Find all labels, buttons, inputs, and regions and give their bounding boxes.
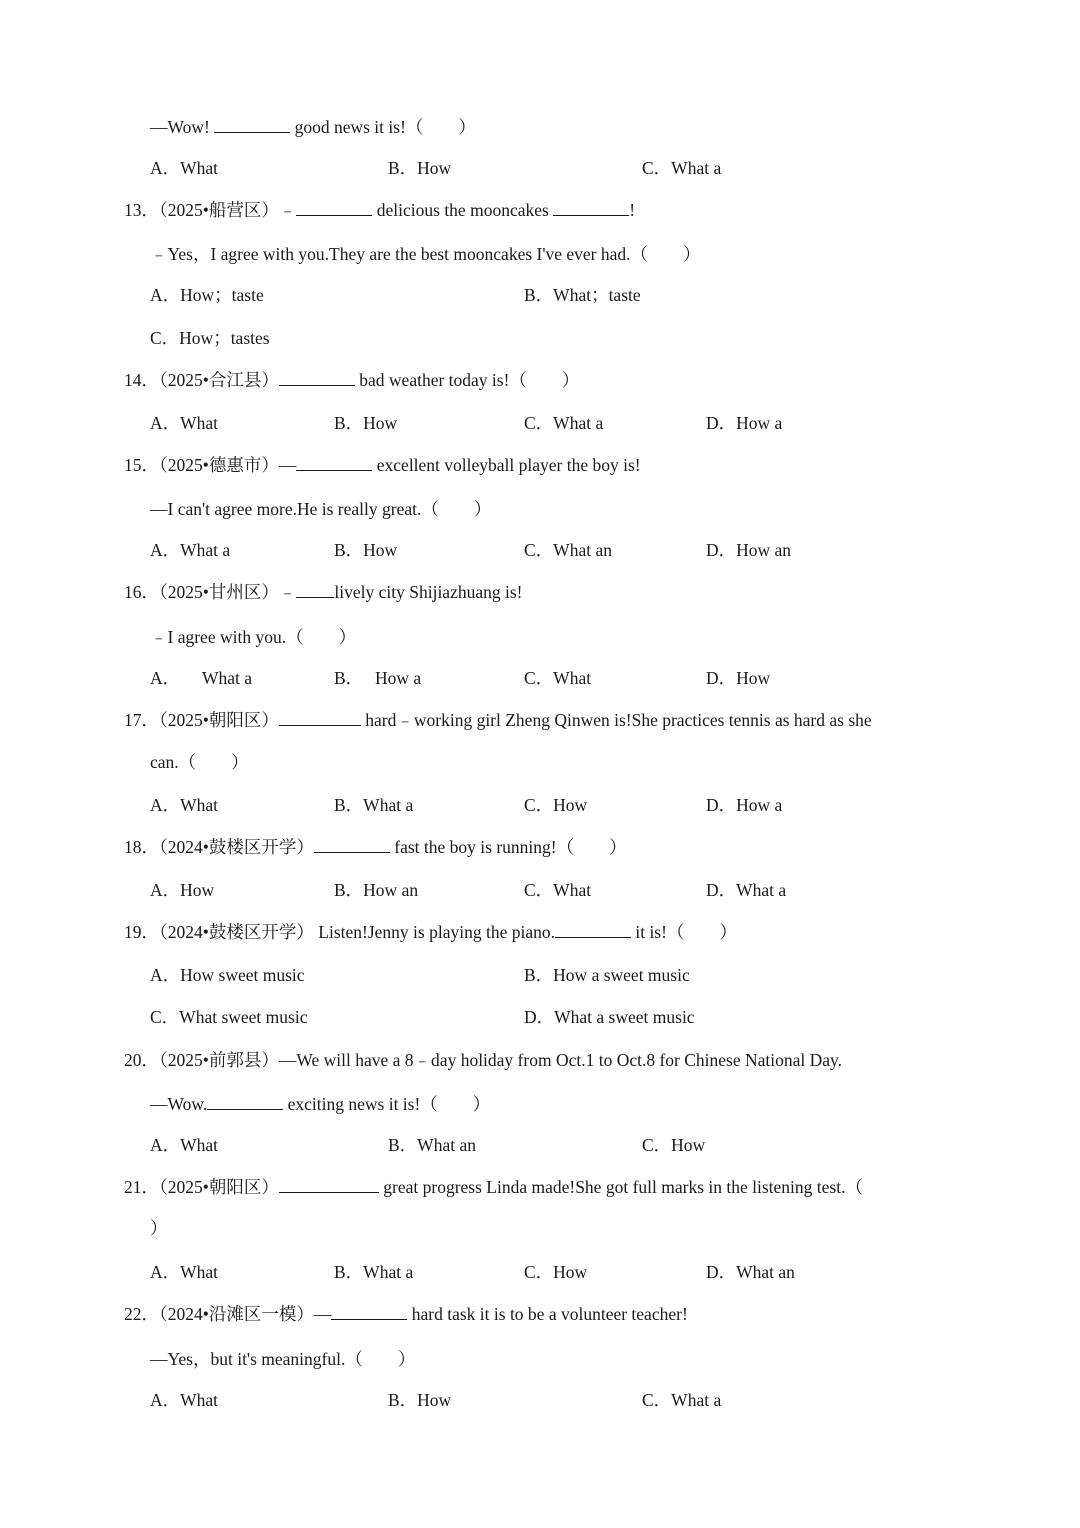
option-a-text: What a <box>202 668 253 688</box>
option-a: A．How sweet music <box>150 965 305 985</box>
question-19: 19．（2024•鼓楼区开学） Listen!Jenny is playing the piano. it is!（ ） <box>124 922 737 942</box>
option-b: B．How <box>388 158 452 178</box>
option-a: A．How <box>150 880 215 900</box>
question-20: 20．（2025•前郭县）—We will have a 8﹣day holiday from Oct.1 to Oct.8 for Chinese National Day. <box>124 1050 843 1070</box>
option-a: A．What <box>150 1135 219 1155</box>
option-b: B．What a <box>334 1262 414 1282</box>
option-a: A．How；taste <box>150 285 264 305</box>
option-c: C．What <box>524 880 592 900</box>
option-a: A．What a <box>150 540 231 560</box>
option-d: D．How <box>706 668 771 688</box>
question-22: 22．（2024•沿滩区一模）— hard task it is to be a volunteer teacher! <box>124 1304 688 1324</box>
option-a: A．What <box>150 1390 219 1410</box>
option-b-text: How a <box>375 668 422 688</box>
question-line: can.（ ） <box>150 752 249 772</box>
option-b: B．How <box>388 1390 452 1410</box>
option-c: C．What a <box>642 158 722 178</box>
answer-blank <box>331 1305 407 1320</box>
answer-blank <box>279 371 355 386</box>
option-c: C．What sweet music <box>150 1007 308 1027</box>
answer-blank <box>207 1095 283 1110</box>
option-c: C．What an <box>524 540 612 560</box>
option-d: D．How a <box>706 795 783 815</box>
question-17: 17．（2025•朝阳区） hard﹣working girl Zheng Qinwen is!She practices tennis as hard as she <box>124 710 872 730</box>
question-21: 21．（2025•朝阳区） great progress Linda made!She got full marks in the listening test.（ <box>124 1177 863 1197</box>
answer-blank <box>214 118 290 133</box>
answer-blank <box>296 456 372 471</box>
option-a: A．What <box>150 1262 219 1282</box>
question-line: —Yes，but it's meaningful.（ ） <box>150 1349 416 1369</box>
answer-blank <box>279 711 361 726</box>
question-line: ﹣Yes，I agree with you.They are the best mooncakes I've ever had.（ ） <box>150 244 701 264</box>
option-d: D．What an <box>706 1262 795 1282</box>
option-b: B．What a <box>334 795 414 815</box>
option-a: A．What <box>150 413 219 433</box>
option-c: C．How <box>524 795 588 815</box>
question-line: —Wow. exciting news it is!（ ） <box>150 1094 491 1114</box>
option-d: D．How a <box>706 413 783 433</box>
option-d: D．What a sweet music <box>524 1007 695 1027</box>
option-b-label: B． <box>334 668 364 688</box>
question-18: 18．（2024•鼓楼区开学） fast the boy is running!（ ） <box>124 837 627 857</box>
option-c: C．How <box>524 1262 588 1282</box>
answer-blank <box>296 201 372 216</box>
option-d: D．How an <box>706 540 792 560</box>
option-b: B．How <box>334 540 398 560</box>
option-b: B．How <box>334 413 398 433</box>
option-a: A．What <box>150 158 219 178</box>
option-b: B．How a sweet music <box>524 965 690 985</box>
option-b: B．What an <box>388 1135 476 1155</box>
question-13: 13．（2025•船营区）﹣ delicious the mooncakes ! <box>124 200 636 220</box>
answer-blank <box>296 583 334 598</box>
option-c: C．How；tastes <box>150 328 270 348</box>
answer-blank <box>279 1178 379 1193</box>
answer-blank <box>553 201 629 216</box>
option-b: B．How an <box>334 880 419 900</box>
option-b: B．What；taste <box>524 285 641 305</box>
question-15: 15．（2025•德惠市）— excellent volleyball player the boy is! <box>124 455 641 475</box>
option-c: C．How <box>642 1135 706 1155</box>
option-c: C．What a <box>642 1390 722 1410</box>
question-line: ﹣I agree with you.（ ） <box>150 627 357 647</box>
option-c: C．What a <box>524 413 604 433</box>
question-line: ） <box>150 1218 168 1238</box>
question-line: —I can't agree more.He is really great.（ ） <box>150 499 492 519</box>
answer-blank <box>314 838 390 853</box>
question-stem: —Wow! good news it is!（ ） <box>150 117 476 137</box>
option-c: C．What <box>524 668 592 688</box>
answer-blank <box>555 923 631 938</box>
option-a: A．What <box>150 795 219 815</box>
question-14: 14．（2025•合江县） bad weather today is!（ ） <box>124 370 580 390</box>
option-d: D．What a <box>706 880 787 900</box>
option-a-label: A． <box>150 668 181 688</box>
question-16: 16．（2025•甘州区）﹣ lively city Shijiazhuang is! <box>124 582 523 602</box>
